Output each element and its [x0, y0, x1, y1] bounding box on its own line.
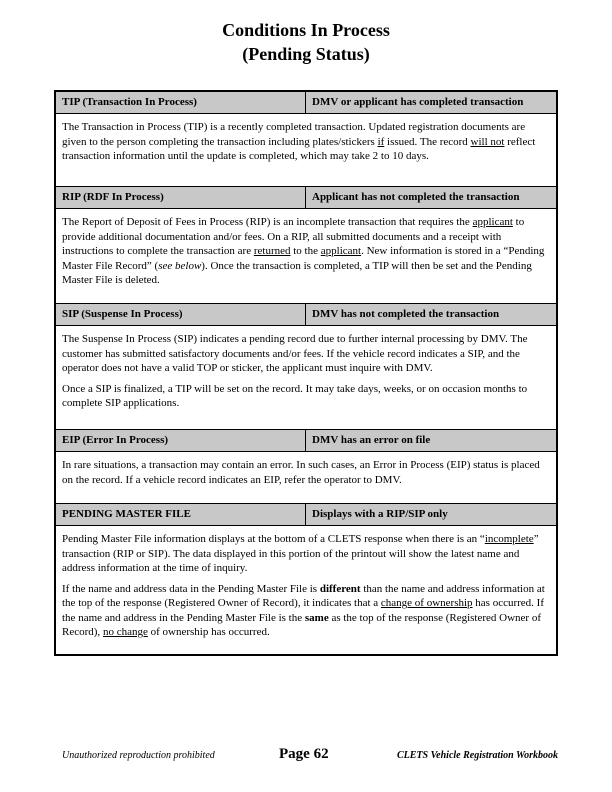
section-status: DMV has not completed the transaction: [312, 308, 500, 320]
page-number: Page 62: [279, 746, 329, 762]
section-body-rip: [56, 208, 556, 303]
section-header-rip: [56, 186, 556, 208]
section-body-pending-master-file: [56, 525, 556, 654]
section-code: RIP (RDF In Process): [56, 187, 306, 208]
paragraph: The Transaction in Process (TIP) is a recently completed transaction. Updated registration documents are given to the person completing the transaction including plates/stickers if issued. The record will not reflect transaction information until the update is completed, which may take 2 to 10 days.: [62, 121, 536, 162]
section-header-pending-master-file: [56, 503, 556, 525]
paragraph: If the name and address data in the Pending Master File is different than the name and address information at the top of the response (Registered Owner of Record), it indicates that a change of ownership has occurred. If the name and address in the Pending Master File is the same as the top of the response (Registered Owner of Record), no change of ownership has occurred.: [62, 582, 545, 638]
section-code: PENDING MASTER FILE: [56, 504, 306, 525]
page-subtitle: (Pending Status): [242, 44, 370, 64]
footer-document-title: CLETS Vehicle Registration Workbook: [397, 750, 559, 761]
section-status: DMV or applicant has completed transaction: [312, 96, 524, 108]
paragraph: In rare situations, a transaction may contain an error. In such cases, an Error in Process (EIP) status is placed on the record. If a vehicle record indicates an EIP, refer the operator to DMV.: [62, 459, 540, 486]
section-header-eip: [56, 429, 556, 451]
paragraph: The Report of Deposit of Fees in Process (RIP) is an incomplete transaction that requires the applicant to provide additional documentation and/or fees. On a RIP, all submitted documents and a receipt with instructions to complete the transaction are returned to the applicant. New information is stored in a “Pending Master File Record” (see below). Once the transaction is completed, a TIP will then be set and the Pending Master File is deleted.: [62, 216, 545, 286]
section-code: TIP (Transaction In Process): [56, 92, 306, 113]
footer-copyright-notice: Unauthorized reproduction prohibited: [62, 750, 215, 761]
section-body-tip: [56, 113, 556, 186]
section-header-tip: [56, 92, 556, 113]
section-status: Applicant has not completed the transaction: [312, 191, 520, 203]
section-code: EIP (Error In Process): [56, 430, 306, 451]
section-header-sip: [56, 303, 556, 325]
section-status: DMV has an error on file: [312, 434, 431, 446]
section-status: Displays with a RIP/SIP only: [312, 508, 448, 520]
section-code: SIP (Suspense In Process): [56, 304, 306, 325]
paragraph: The Suspense In Process (SIP) indicates a pending record due to further internal processing by DMV. The customer has submitted satisfactory documents and/or fees. If the vehicle record indicates a SIP, and the operator does not have a valid TOP or sticker, the applicant must inquire with DMV.: [62, 333, 528, 374]
paragraph: Pending Master File information displays at the bottom of a CLETS response when there is an “incomplete” transaction (RIP or SIP). The data displayed in this portion of the printout will show the latest name and address information at the time of inquiry.: [62, 533, 539, 574]
section-body-eip: [56, 451, 556, 503]
page-title: Conditions In Process: [222, 20, 390, 40]
conditions-table: [54, 90, 558, 656]
paragraph: Once a SIP is finalized, a TIP will be set on the record. It may take days, weeks, or on occasion months to complete SIP applications.: [62, 382, 528, 409]
section-body-sip: [56, 325, 556, 429]
